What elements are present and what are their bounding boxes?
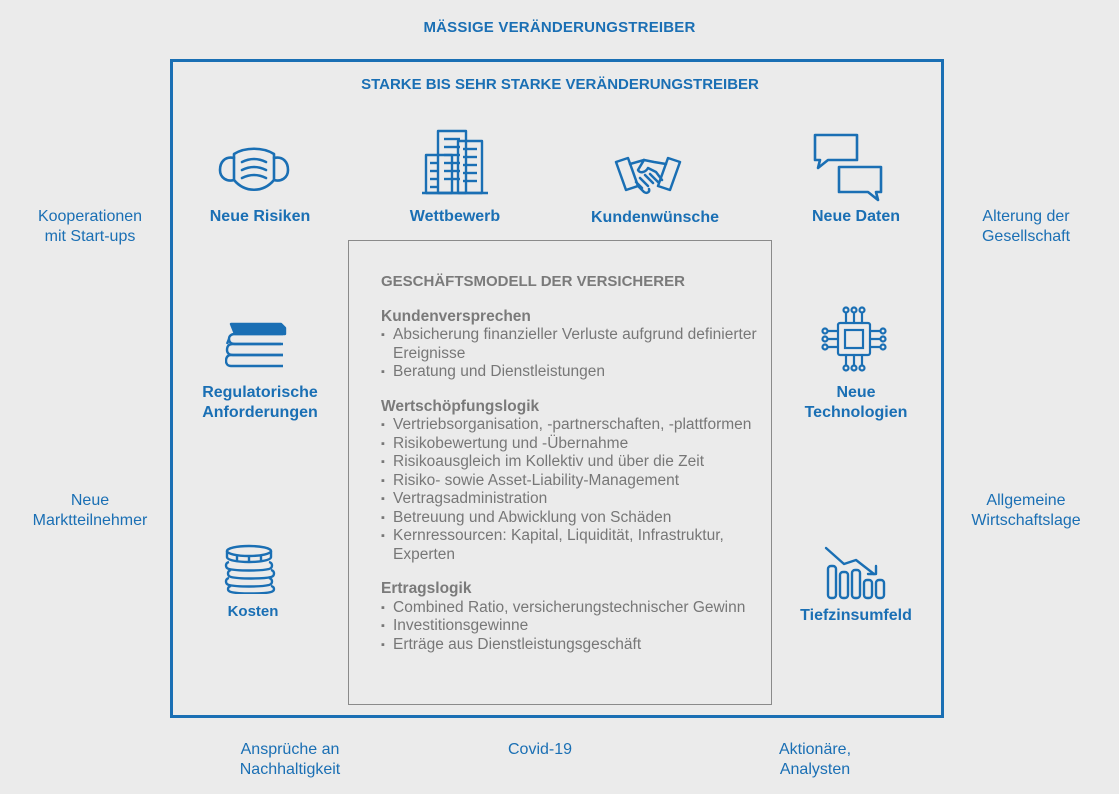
coins-icon xyxy=(222,544,280,594)
section-ertragslogik xyxy=(381,580,761,654)
face-mask-icon xyxy=(217,144,291,196)
section-kundenversprechen xyxy=(381,308,761,382)
chat-bubbles-icon xyxy=(812,132,884,202)
list-item: ▪ Combined Ratio, versicherungstechnischer Gewinn xyxy=(381,599,761,618)
chip-icon xyxy=(820,305,888,373)
section-title: Ertragslogik xyxy=(381,580,472,597)
business-model-box xyxy=(348,240,772,705)
driver-tiefzinsumfeld: Tiefzinsumfeld xyxy=(800,607,912,624)
moderate-driver-marktteilnehmer: Neue Marktteilnehmer xyxy=(32,492,148,529)
moderate-driver-covid: Covid-19 xyxy=(507,741,573,758)
declining-bars-icon xyxy=(822,544,886,600)
moderate-driver-alterung: Alterung der Gesellschaft xyxy=(981,208,1071,245)
section-wertschoepfungslogik xyxy=(381,398,761,565)
driver-regulatorische-anforderungen: Regulatorische Anforderungen xyxy=(202,384,318,421)
list-item: ▪ Risikobewertung und -Übernahme xyxy=(381,435,761,454)
moderate-driver-aktionaere: Aktionäre, Analysten xyxy=(778,741,852,778)
list-item: ▪ Erträge aus Dienstleistungsgeschäft xyxy=(381,636,761,655)
driver-neue-technologien: Neue Technologien xyxy=(804,384,908,421)
list-item: ▪ Risiko- sowie Asset-Liability-Management xyxy=(381,472,761,491)
buildings-icon xyxy=(420,127,490,197)
moderate-driver-wirtschaftslage: Allgemeine Wirtschaftslage xyxy=(971,492,1081,529)
driver-kundenwuensche: Kundenwünsche xyxy=(590,209,719,226)
list-item: ▪ Beratung und Dienstleistungen xyxy=(381,363,761,382)
driver-kosten: Kosten xyxy=(227,603,279,620)
handshake-icon xyxy=(614,152,682,202)
moderate-driver-nachhaltigkeit: Ansprüche an Nachhaltigkeit xyxy=(239,741,341,778)
driver-wettbewerb: Wettbewerb xyxy=(409,208,501,225)
moderate-driver-kooperationen: Kooperationen mit Start-ups xyxy=(37,208,143,245)
moderate-drivers-title: MÄSSIGE VERÄNDERUNGSTREIBER xyxy=(423,19,696,36)
driver-neue-daten: Neue Daten xyxy=(811,208,901,225)
list-item: ▪ Vertriebsorganisation, -partnerschaften, -plattformen xyxy=(381,416,761,435)
section-title: Kundenversprechen xyxy=(381,307,531,325)
driver-neue-risiken: Neue Risiken xyxy=(209,208,311,225)
list-item: ▪ Risikoausgleich im Kollektiv und über die Zeit xyxy=(381,453,761,472)
books-icon xyxy=(225,320,287,370)
list-item: ▪ Vertragsadministration xyxy=(381,490,761,509)
list-item: ▪ Kernressourcen: Kapital, Liquidität, Infrastruktur, Experten xyxy=(381,527,761,564)
list-item: ▪ Betreuung und Abwicklung von Schäden xyxy=(381,509,761,528)
list-item: ▪ Absicherung finanzieller Verluste aufgrund definierter Ereignisse xyxy=(381,326,761,363)
strong-drivers-title: STARKE BIS SEHR STARKE VERÄNDERUNGSTREIBER xyxy=(361,76,759,93)
list-item: ▪ Investitionsgewinne xyxy=(381,617,761,636)
business-model-title: GESCHÄFTSMODELL DER VERSICHERER xyxy=(381,273,685,290)
section-title: Wertschöpfungslogik xyxy=(381,397,540,415)
